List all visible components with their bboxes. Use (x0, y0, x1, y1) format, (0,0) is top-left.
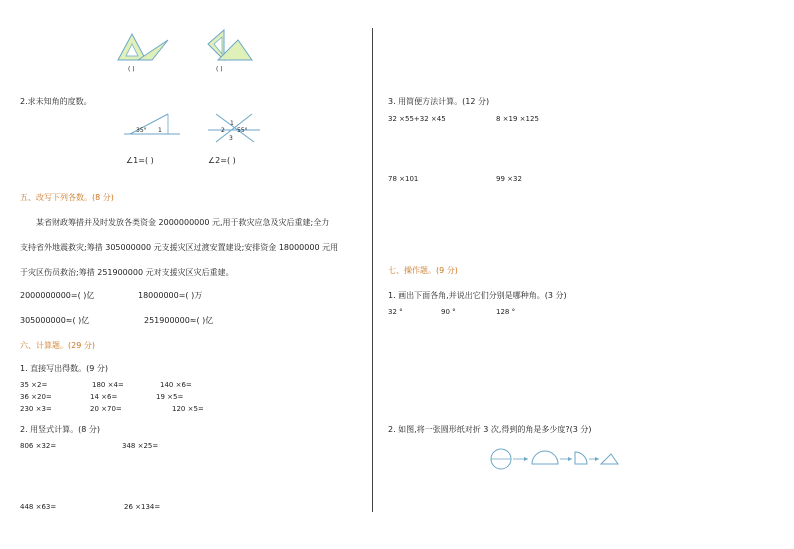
vertical-calc-3: 448 ×63= (20, 503, 57, 511)
section-5-title: 五、改写下列各数。(8 分) (20, 193, 114, 202)
calc-item: 35 ×2= (20, 381, 48, 389)
calc-item: 140 ×6= (160, 381, 192, 389)
vertical-calc-1: 806 ×32= (20, 442, 57, 450)
column-divider (372, 28, 373, 512)
operation-q2: 2. 如图,将一张圆形纸对折 3 次,得到的角是多少度?(3 分) (388, 425, 592, 434)
vertical-calc-2: 348 ×25= (122, 442, 159, 450)
calc-item: 230 ×3= (20, 405, 52, 413)
vertical-calc-4: 26 ×134= (124, 503, 161, 511)
fig1-num: 1 (158, 127, 162, 134)
calc-item: 120 ×5= (172, 405, 204, 413)
fig2-n2: 2 (221, 127, 225, 134)
rewrite-3: 305000000≈( )亿 (20, 316, 90, 325)
sec5-para-line-3: 于灾区伤员救治;筹措 251900000 元对支援灾区灾后重建。 (20, 268, 234, 277)
sec5-para-line-2: 支持省外地震救灾;筹措 305000000 元支援灾区过渡安置建设;安排资金 18000000 元用 (20, 243, 339, 252)
simplify-2: 8 ×19 ×125 (496, 115, 539, 123)
triangle-1-answer: ( ) (128, 66, 135, 73)
section-7-title: 七、操作题。(9 分) (388, 266, 458, 275)
calc-item: 14 ×6= (90, 393, 118, 401)
calc-item: 20 ×70= (90, 405, 122, 413)
rewrite-4: 251900000≈( )亿 (144, 316, 214, 325)
rewrite-2: 18000000=( )万 (138, 291, 203, 300)
fig1-answer: ∠1=( ) (126, 156, 154, 165)
fig2-answer: ∠2=( ) (208, 156, 236, 165)
fig2-n1: 1 (230, 120, 234, 127)
fig1-angle: 35° (136, 127, 147, 134)
triangle-figure-1 (116, 30, 172, 64)
angle-figure-1 (122, 112, 182, 140)
operation-q1: 1. 画出下面各角,并说出它们分别是哪种角。(3 分) (388, 291, 567, 300)
sec6-q1: 1. 直接写出得数。(9 分) (20, 364, 109, 373)
triangle-2-answer: ( ) (216, 66, 223, 73)
sec5-para-line-1: 某省财政筹措并及时发放各类资金 2000000000 元,用于救灾应急及灾后重建;全力 (36, 218, 330, 227)
rewrite-1: 2000000000=( )亿 (20, 291, 95, 300)
section-6-title: 六、计算题。(29 分) (20, 341, 95, 350)
sec6-q2: 2. 用竖式计算。(8 分) (20, 425, 101, 434)
calc-item: 180 ×4= (92, 381, 124, 389)
angle-90: 90 ° (441, 308, 456, 316)
q3-title: 3. 用简便方法计算。(12 分) (388, 97, 490, 106)
calc-item: 19 ×5= (156, 393, 184, 401)
paper-folding-figure (490, 446, 620, 472)
simplify-3: 78 ×101 (388, 175, 419, 183)
fig2-n3: 3 (229, 135, 233, 142)
simplify-4: 99 ×32 (496, 175, 522, 183)
angle-32: 32 ° (388, 308, 403, 316)
angle-figure-2 (206, 112, 262, 144)
triangle-figure-2 (204, 28, 256, 64)
simplify-1: 32 ×55+32 ×45 (388, 115, 446, 123)
q2-title: 2.求未知角的度数。 (20, 97, 92, 106)
angle-128: 128 ° (496, 308, 516, 316)
fig2-angle: 55° (237, 127, 248, 134)
calc-item: 36 ×20= (20, 393, 52, 401)
